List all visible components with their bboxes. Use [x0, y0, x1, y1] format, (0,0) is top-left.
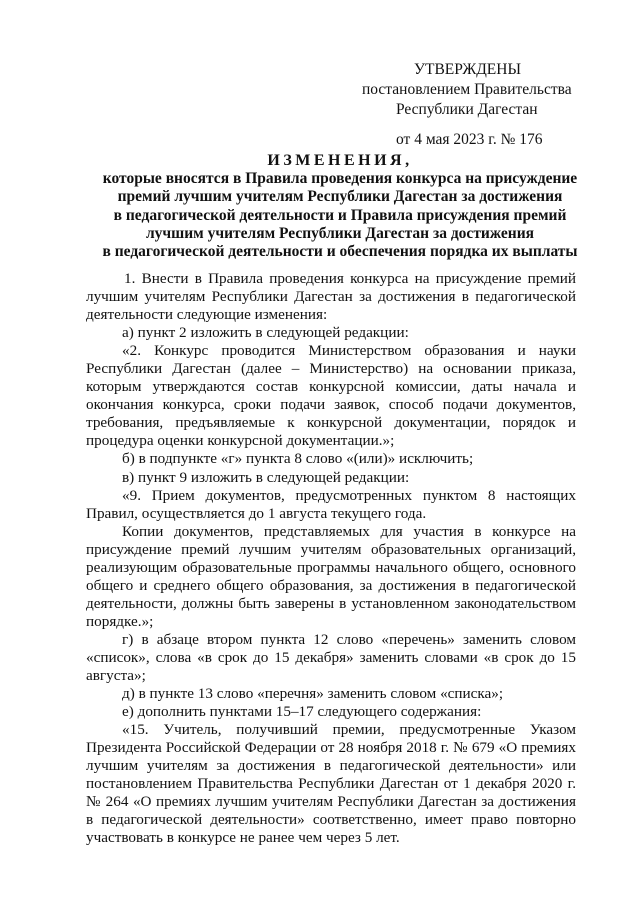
approval-decree-line: постановлением Правительства [362, 81, 572, 98]
approval-republic-line: Республики Дагестан [396, 101, 538, 118]
document-body [86, 270, 576, 848]
paragraph-quote-2: «2. Конкурс проводится Министерством образования и науки Республики Дагестан (далее – Министерство) на основании приказа, которым утверждаются состав конкурсной комиссии, даты начала и окончания конкурса, сроки подачи заявок, способ подачи документов, требования, предъявляемые к конкурсной документации, порядок и процедура оценки конкурсной документации.»; [86, 342, 576, 450]
paragraph-quote-15: «15. Учитель, получивший премии, предусмотренные Указом Президента Российской Федерации от 28 ноября 2018 г. № 679 «О премиях лучшим учителям за достижения в педагогической деятельности» или постановлением Правительства Республики Дагестан от 1 декабря 2020 г. № 264 «О премиях лучшим учителям Республики Дагестан за достижения в педагогической деятельности» соответственно, имеет право повторно участвовать в конкурсе не ранее чем через 5 лет. [86, 721, 576, 847]
paragraph-item-1: 1. Внести в Правила проведения конкурса на присуждение премий лучшим учителям Республики Дагестан за достижения в педагогической деятельности следующие изменения: [86, 270, 576, 324]
heading-line: в педагогической деятельности и Правила присуждения премий [113, 206, 567, 224]
approval-title: УТВЕРЖДЕНЫ [414, 61, 521, 78]
paragraph-copies: Копии документов, представляемых для участия в конкурсе на присуждение премий лучшим учителям образовательных организаций, реализующим образовательные программы начального общего, основного общего и среднего общего образования, за достижения в педагогической деятельности, должны быть заверены в установленном законодательством порядке.»; [86, 522, 576, 630]
approval-stamp [362, 60, 582, 150]
heading-line: в педагогической деятельности и обеспечения порядка их выплаты [102, 243, 578, 261]
document-heading [60, 152, 620, 261]
heading-line: премий лучшим учителям Республики Дагестан за достижения [117, 188, 563, 206]
paragraph-subitem-b: б) в подпункте «г» пункта 8 слово «(или)» исключить; [122, 450, 474, 468]
heading-line: лучшим учителям Республики Дагестан за достижения [145, 224, 535, 242]
document-title: ИЗМЕНЕНИЯ, [267, 152, 413, 169]
paragraph-subitem-e: е) дополнить пунктами 15–17 следующего содержания: [122, 703, 482, 721]
paragraph-subitem-g: г) в абзаце втором пункта 12 слово «перечень» заменить словом «список», слова «в срок до 15 декабря» заменить словами «в срок до 15 августа»; [86, 630, 576, 685]
paragraph-subitem-a: а) пункт 2 изложить в следующей редакции: [122, 324, 409, 342]
heading-line: которые вносятся в Правила проведения конкурса на присуждение [102, 170, 578, 188]
paragraph-subitem-v: в) пункт 9 изложить в следующей редакции: [122, 468, 410, 486]
paragraph-quote-9: «9. Прием документов, предусмотренных пунктом 8 настоящих Правил, осуществляется до 1 августа текущего года. [86, 486, 576, 522]
approval-date-line: от 4 мая 2023 г. № 176 [396, 131, 543, 148]
paragraph-subitem-d: д) в пункте 13 слово «перечня» заменить словом «списка»; [122, 685, 504, 703]
